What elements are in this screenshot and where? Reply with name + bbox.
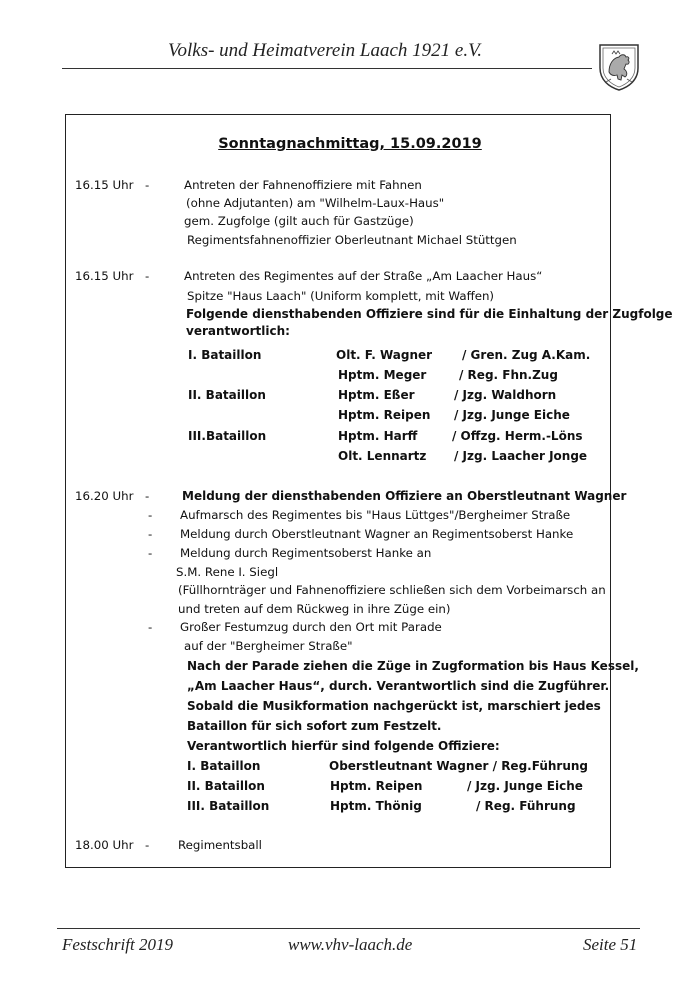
text-line: und treten auf dem Rückweg in ihre Züge ein) [178,602,451,616]
unit-cell: / Gren. Zug A.Kam. [462,348,591,362]
unit-cell: / Jzg. Waldhorn [454,388,557,402]
dash: - [145,489,150,503]
unit-cell: / Reg. Fhn.Zug [459,368,558,382]
officer-cell: Hptm. Thönig [330,799,422,813]
bold-line: Verantwortlich hierfür sind folgende Offiziere: [187,739,500,753]
header-rule [62,68,592,69]
coat-of-arms-icon [597,42,641,92]
dash: - [145,178,150,192]
unit-cell: / Reg. Führung [476,799,576,813]
text-line: S.M. Rene I. Siegl [176,565,279,579]
battalion-cell: II. Bataillon [187,779,265,793]
battalion-cell: II. Bataillon [188,388,266,402]
list-item: Meldung durch Oberstleutnant Wagner an Regimentsoberst Hanke [180,527,574,541]
battalion-cell: III.Bataillon [188,429,267,443]
text-line: Regimentsfahnenoffizier Oberleutnant Michael Stüttgen [187,233,517,247]
text-line: Regimentsball [178,838,262,852]
dash: - [148,546,153,560]
footer-website: www.vhv-laach.de [288,935,413,954]
time-label: 16.15 Uhr [75,269,134,283]
text-line: Spitze "Haus Laach" (Uniform komplett, mit Waffen) [187,289,495,303]
unit-cell: / Offzg. Herm.-Löns [452,429,583,443]
dash: - [148,508,153,522]
text-line: gem. Zugfolge (gilt auch für Gastzüge) [184,214,414,228]
bold-line: Meldung der diensthabenden Offiziere an Oberstleutnant Wagner [182,489,627,503]
bold-line: verantwortlich: [186,324,290,338]
battalion-cell: III. Bataillon [187,799,270,813]
bold-line: „Am Laacher Haus“, durch. Verantwortlich sind die Zugführer. [187,679,610,693]
dash: - [145,838,150,852]
time-label: 16.15 Uhr [75,178,134,192]
footer-page-number: Seite 51 [583,935,638,954]
bold-line: Folgende diensthabenden Offiziere sind für die Einhaltung der Zugfolge [186,307,673,321]
officer-cell: Hptm. Reipen [330,779,423,793]
unit-cell: / Jzg. Junge Eiche [467,779,583,793]
footer-rule [57,928,640,929]
bold-line: Bataillon für sich sofort zum Festzelt. [187,719,442,733]
header-title: Volks- und Heimatverein Laach 1921 e.V. [168,40,482,61]
page-title: Sonntagnachmittag, 15.09.2019 [218,136,482,152]
text-line: auf der "Bergheimer Straße" [184,639,353,653]
officer-cell: Hptm. Reipen [338,408,431,422]
list-item: Meldung durch Regimentsoberst Hanke an [180,546,432,560]
list-item: Großer Festumzug durch den Ort mit Parade [180,620,442,634]
time-label: 18.00 Uhr [75,838,134,852]
footer-publication: Festschrift 2019 [62,935,173,954]
dash: - [148,620,153,634]
text-line: Antreten der Fahnenoffiziere mit Fahnen [184,178,422,192]
bold-line: Sobald die Musikformation nachgerückt ist, marschiert jedes [187,699,601,713]
officer-cell: Oberstleutnant Wagner / Reg.Führung [329,759,588,773]
dash: - [145,269,150,283]
battalion-cell: I. Bataillon [188,348,262,362]
bold-line: Nach der Parade ziehen die Züge in Zugformation bis Haus Kessel, [187,659,639,673]
battalion-cell: I. Bataillon [187,759,261,773]
dash: - [148,527,153,541]
unit-cell: / Jzg. Laacher Jonge [454,449,588,463]
text-line: (Füllhornträger und Fahnenoffiziere schließen sich dem Vorbeimarsch an [178,583,606,597]
officer-cell: Olt. Lennartz [338,449,427,463]
officer-cell: Hptm. Eßer [338,388,415,402]
text-line: (ohne Adjutanten) am "Wilhelm-Laux-Haus" [186,196,445,210]
text-line: Antreten des Regimentes auf der Straße „Am Laacher Haus“ [184,269,543,283]
officer-cell: Hptm. Meger [338,368,427,382]
time-label: 16.20 Uhr [75,489,134,503]
list-item: Aufmarsch des Regimentes bis "Haus Lüttges"/Bergheimer Straße [180,508,571,522]
officer-cell: Hptm. Harff [338,429,418,443]
officer-cell: Olt. F. Wagner [336,348,433,362]
unit-cell: / Jzg. Junge Eiche [454,408,570,422]
